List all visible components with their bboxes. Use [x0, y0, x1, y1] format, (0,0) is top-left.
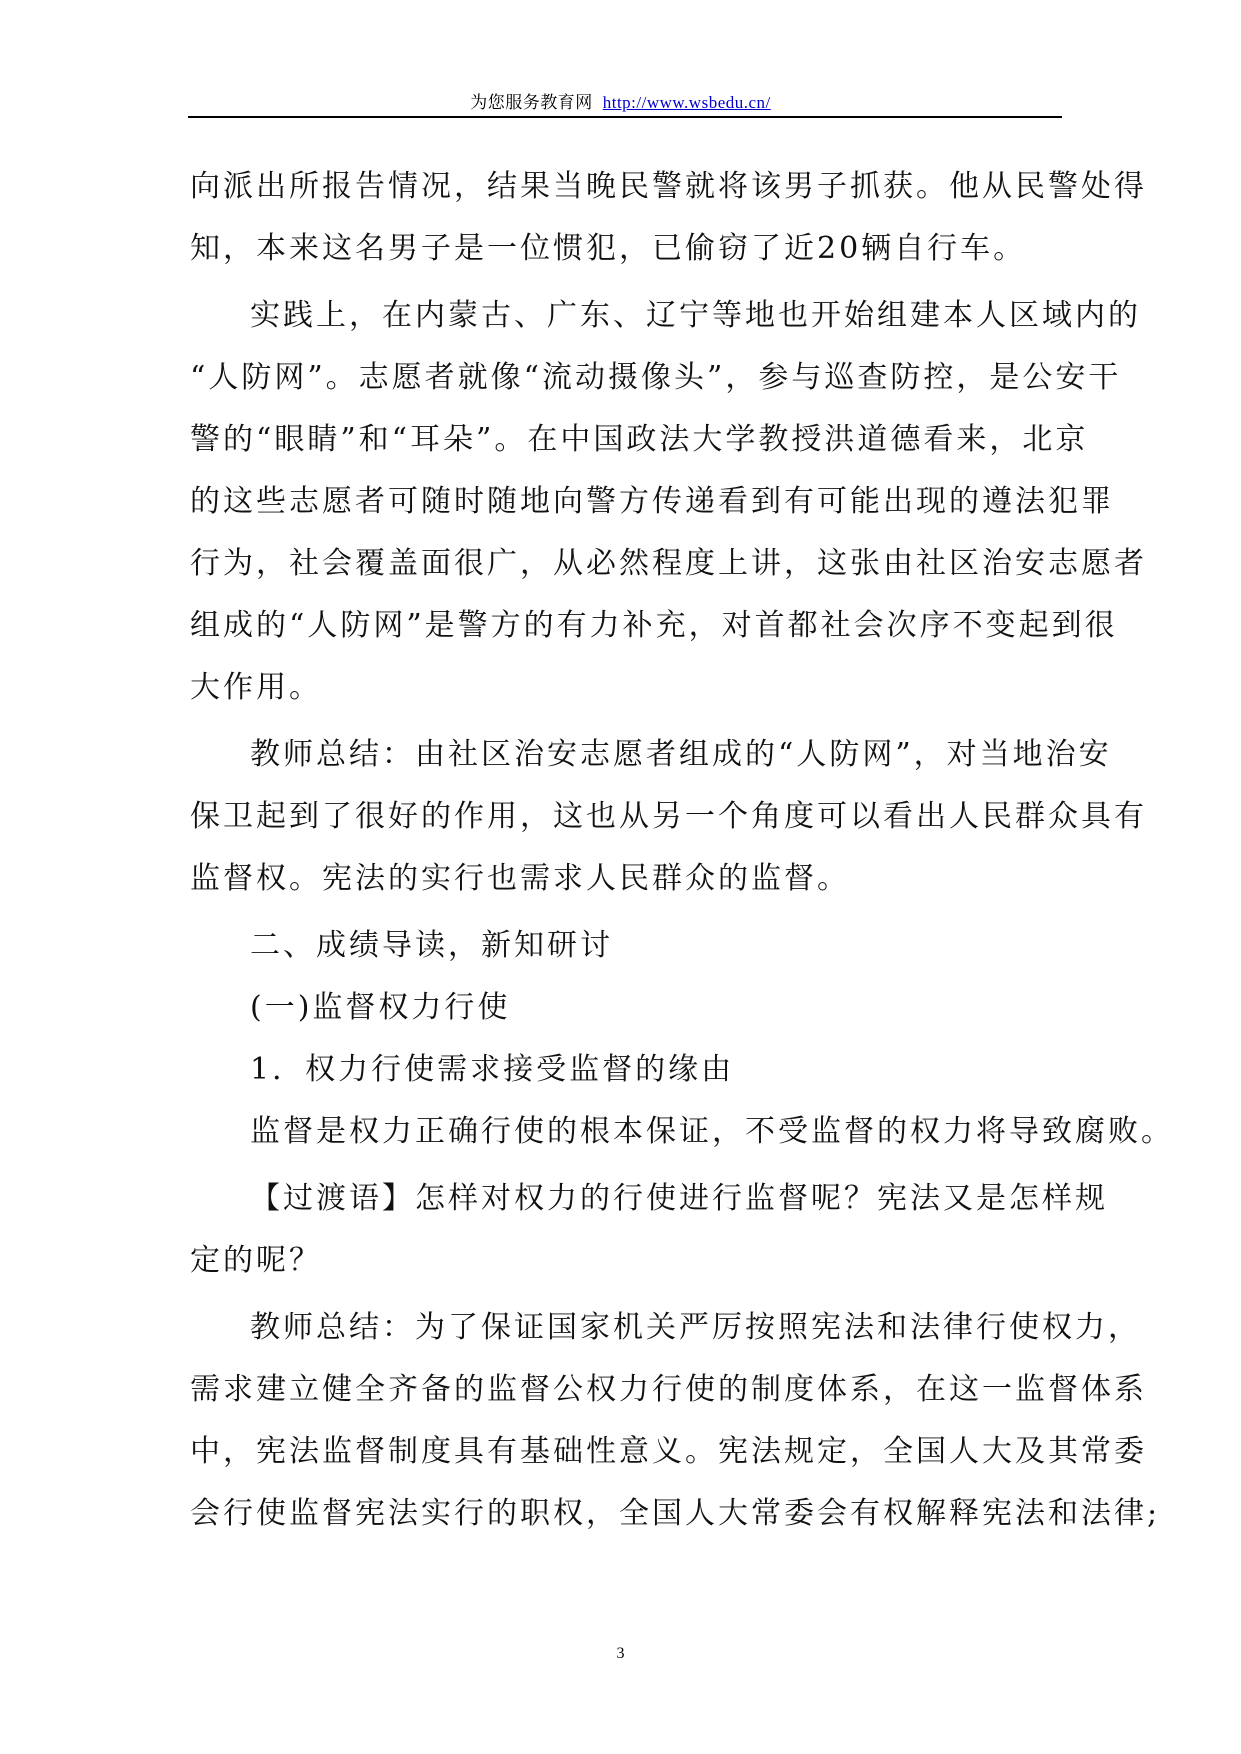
- body-line: 知，本来这名男子是一位惯犯，已偷窃了近20辆自行车。: [190, 231, 1027, 266]
- body-line: 的这些志愿者可随时随地向警方传递看到有可能出现的遵法犯罪: [190, 484, 1114, 519]
- body-line: 监督权。宪法的实行也需求人民群众的监督。: [190, 861, 850, 896]
- header-url-link[interactable]: http://www.wsbedu.cn/: [602, 93, 771, 112]
- body-line: 监督是权力正确行使的根本保证，不受监督的权力将导致腐败。: [250, 1114, 1174, 1149]
- page-number: 3: [616, 1645, 625, 1662]
- body-line: 【过渡语】怎样对权力的行使进行监督呢？宪法又是怎样规: [250, 1181, 1108, 1216]
- body-line: 教师总结：由社区治安志愿者组成的“人防网”，对当地治安: [250, 737, 1112, 772]
- body-line: 会行使监督宪法实行的职权，全国人大常委会有权解释宪法和法律;: [190, 1496, 1161, 1531]
- body-line: 向派出所报告情况，结果当晚民警就将该男子抓获。他从民警处得: [190, 169, 1147, 204]
- subsection-heading: 1．权力行使需求接受监督的缘由: [250, 1052, 735, 1087]
- header-divider: [188, 116, 1062, 118]
- body-line: 保卫起到了很好的作用，这也从另一个角度可以看出人民群众具有: [190, 799, 1147, 834]
- body-line: 大作用。: [190, 670, 322, 705]
- body-line: 教师总结：为了保证国家机关严厉按照宪法和法律行使权力，: [250, 1310, 1141, 1345]
- body-line: 行为，社会覆盖面很广，从必然程度上讲，这张由社区治安志愿者: [190, 546, 1147, 581]
- document-body: [190, 156, 1174, 1545]
- header-site-name: 为您服务教育网: [470, 93, 593, 112]
- body-line: 警的“眼睛”和“耳朵”。在中国政法大学教授洪道德看来，北京: [190, 422, 1089, 457]
- body-line: 组成的“人防网”是警方的有力补充，对首都社会次序不变起到很: [190, 608, 1118, 643]
- page-header: [0, 88, 1241, 113]
- body-line: 定的呢？: [190, 1243, 322, 1278]
- body-line: 需求建立健全齐备的监督公权力行使的制度体系，在这一监督体系: [190, 1372, 1147, 1407]
- section-heading: 二、成绩导读，新知研讨: [250, 928, 613, 963]
- body-line: 中，宪法监督制度具有基础性意义。宪法规定，全国人大及其常委: [190, 1434, 1147, 1469]
- subsection-heading: (一)监督权力行使: [250, 990, 511, 1025]
- body-line: 实践上，在内蒙古、广东、辽宁等地也开始组建本人区域内的: [250, 298, 1141, 333]
- body-line: “人防网”。志愿者就像“流动摄像头”，参与巡查防控，是公安干: [190, 360, 1122, 395]
